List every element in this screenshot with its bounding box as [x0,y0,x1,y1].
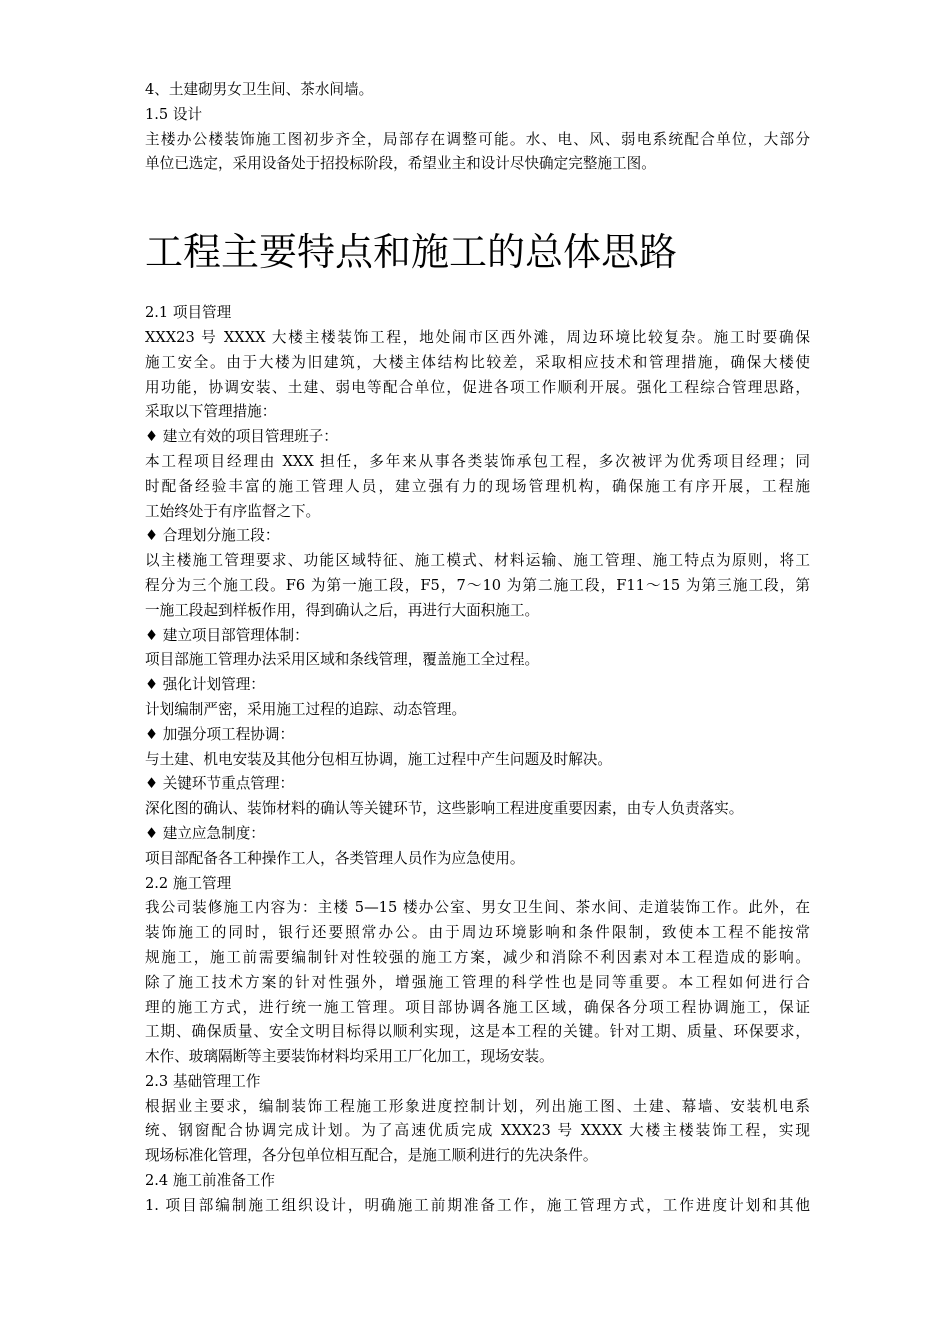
paragraph-line: 单位已选定，采用设备处于招投标阶段，希望业主和设计尽快确定完整施工图。 [145,155,656,173]
paragraph-line: 根据业主要求，编制装饰工程施工形象进度控制计划，列出施工图、土建、幕墙、安装机电系 [145,1097,810,1115]
section-heading-1-5: 1.5 设计 [145,105,203,123]
bullet-item: ♦ 强化计划管理： [145,676,265,694]
paragraph-line: 施工安全。由于大楼为旧建筑，大楼主体结构比较差，采取相应技术和管理措施，确保大楼使 [145,353,810,371]
paragraph-line: 1. 项目部编制施工组织设计，明确施工前期准备工作，施工管理方式，工作进度计划和其他 [145,1196,810,1214]
paragraph-line: 我公司装修施工内容为：主楼 5—15 楼办公室、男女卫生间、茶水间、走道装饰工作。此外，在 [145,899,810,917]
paragraph-line: 与土建、机电安装及其他分包相互协调，施工过程中产生问题及时解决。 [145,750,613,768]
paragraph-line: 程分为三个施工段。F6 为第一施工段，F5，7～10 为第二施工段，F11～15 为第三施工段，第 [145,576,810,594]
paragraph-line: 用功能，协调安装、土建、弱电等配合单位，促进各项工作顺利开展。强化工程综合管理思路， [145,378,810,396]
document-page [145,78,810,1219]
paragraph-line: 深化图的确认、装饰材料的确认等关键环节，这些影响工程进度重要因素，由专人负责落实。 [145,800,744,818]
body-section [145,301,810,1218]
paragraph-line: 规施工，施工前需要编制针对性较强的施工方案，减少和消除不利因素对本工程造成的影响。 [145,948,810,966]
bullet-item: ♦ 建立项目部管理体制： [145,626,309,644]
paragraph-line: 以主楼施工管理要求、功能区域特征、施工模式、材料运输、施工管理、施工特点为原则，将工 [145,552,810,570]
paragraph-line: 除了施工技术方案的针对性强外，增强施工管理的科学性也是同等重要。本工程如何进行合 [145,973,810,991]
paragraph-line: 一施工段起到样板作用，得到确认之后，再进行大面积施工。 [145,601,540,619]
section-heading: 2.1 项目管理 [145,304,232,322]
bullet-item: ♦ 关键环节重点管理： [145,775,295,793]
section-heading: 2.3 基础管理工作 [145,1072,261,1090]
bullet-item: ♦ 合理划分施工段： [145,527,280,545]
bullet-item: ♦ 建立有效的项目管理班子： [145,428,338,446]
paragraph-line: 工期、确保质量、安全文明目标得以顺利实现，这是本工程的关键。针对工期、质量、环保要求， [145,1023,810,1041]
paragraph-line: XXX23 号 XXXX 大楼主楼装饰工程，地处闹市区西外滩，周边环境比较复杂。施工时要确保 [145,328,810,346]
paragraph-line: 主楼办公楼装饰施工图初步齐全，局部存在调整可能。水、电、风、弱电系统配合单位，大部分 [145,130,810,148]
paragraph-line: 统、钢窗配合协调完成计划。为了高速优质完成 XXX23 号 XXXX 大楼主楼装饰工程，实现 [145,1122,810,1140]
paragraph-line: 项目部施工管理办法采用区域和条线管理，覆盖施工全过程。 [145,651,540,669]
paragraph-line: 时配备经验丰富的施工管理人员，建立强有力的现场管理机构，确保施工有序开展，工程施 [145,477,810,495]
section-heading: 2.4 施工前准备工作 [145,1172,276,1190]
bullet-item: ♦ 加强分项工程协调： [145,725,295,743]
chapter-heading: 工程主要特点和施工的总体思路 [145,230,678,275]
paragraph-line: 装饰施工的同时，银行还要照常办公。由于周边环境影响和条件限制，致使本工程不能按常 [145,924,810,942]
paragraph-line: 木作、玻璃隔断等主要装饰材料均采用工厂化加工，现场安装。 [145,1048,554,1066]
paragraph-line: 采取以下管理措施： [145,403,277,421]
paragraph-line: 项目部配备各工种操作工人，各类管理人员作为应急使用。 [145,849,525,867]
top-section [145,78,810,177]
paragraph-line: 计划编制严密，采用施工过程的追踪、动态管理。 [145,700,467,718]
paragraph-line: 理的施工方式，进行统一施工管理。项目部协调各施工区域，确保各分项工程协调施工，保证 [145,998,810,1016]
section-heading: 2.2 施工管理 [145,874,232,892]
list-item-4: 4、土建砌男女卫生间、茶水间墙。 [145,81,374,98]
paragraph-line: 本工程项目经理由 XXX 担任，多年来从事各类装饰承包工程，多次被评为优秀项目经理；同 [145,452,810,470]
bullet-item: ♦ 建立应急制度： [145,824,265,842]
paragraph-line: 工始终处于有序监督之下。 [145,502,321,520]
paragraph-line: 现场标准化管理，各分包单位相互配合，是施工顺利进行的先决条件。 [145,1147,598,1165]
